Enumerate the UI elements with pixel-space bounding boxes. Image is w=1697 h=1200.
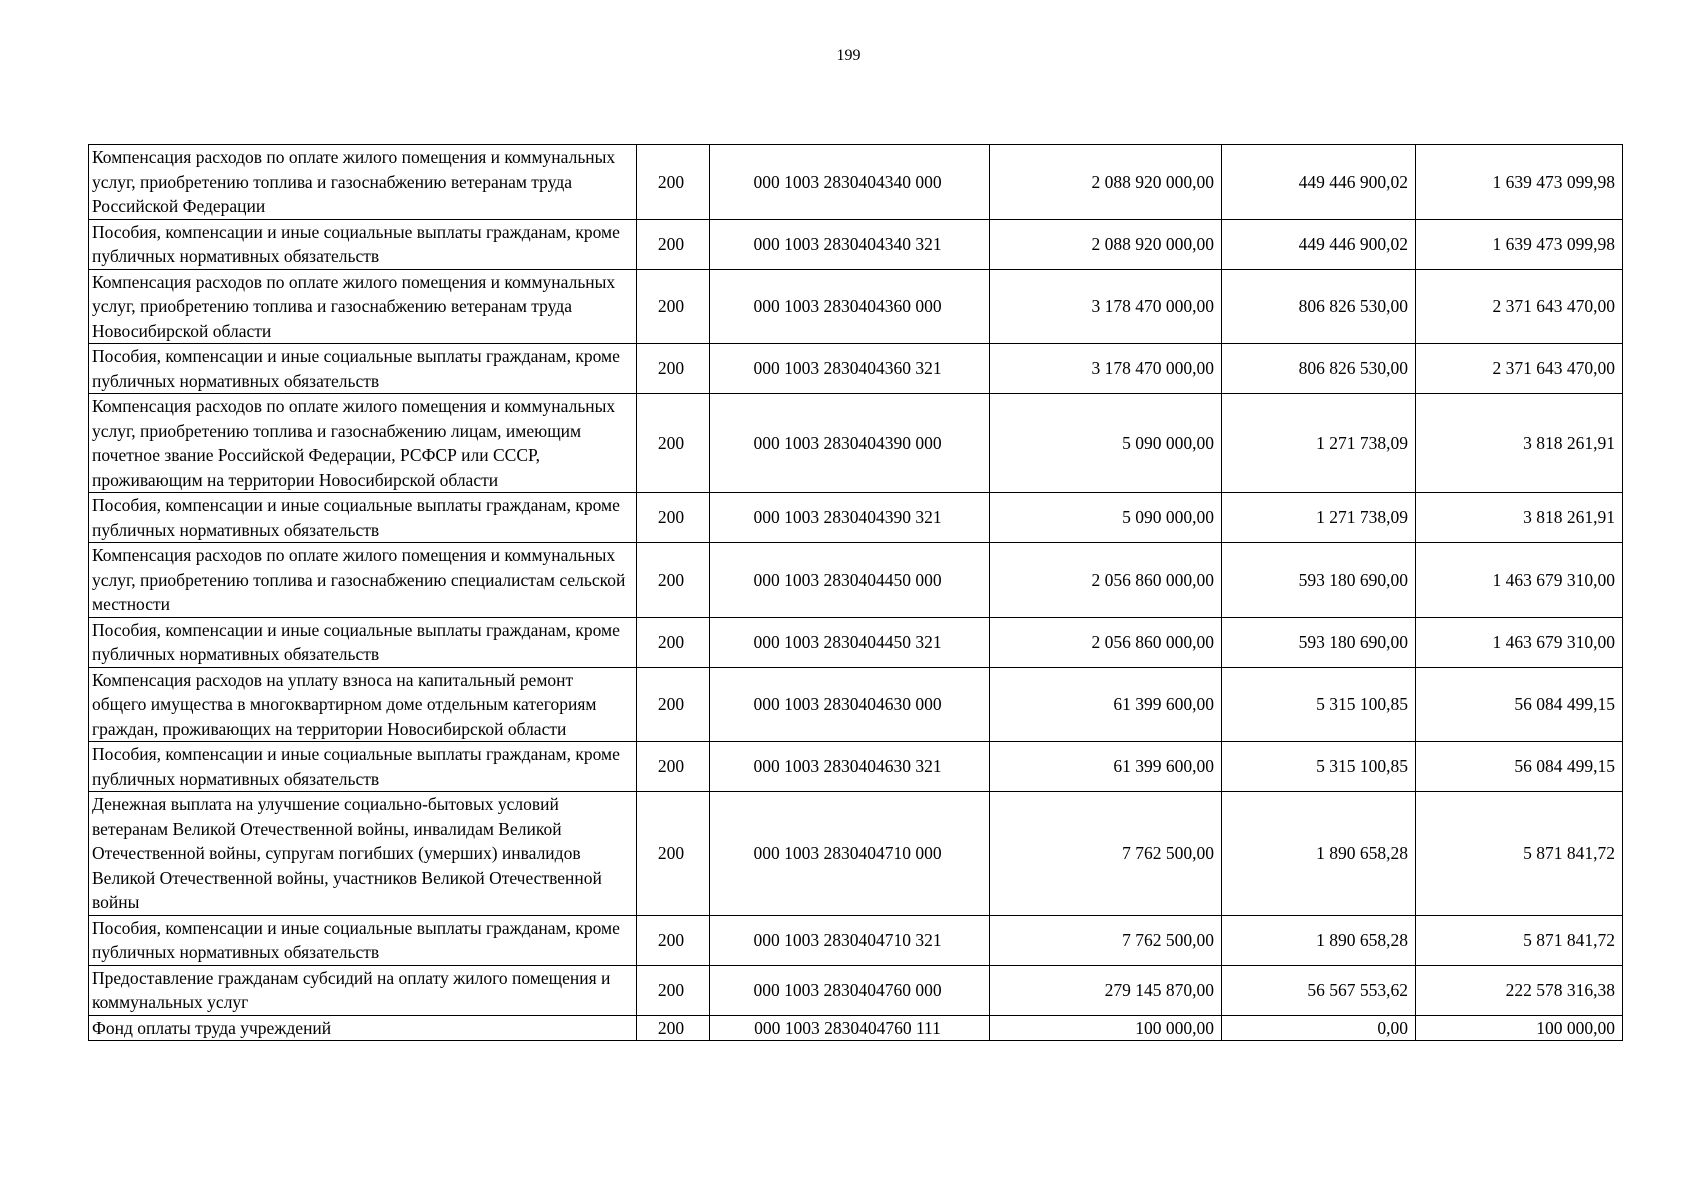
row-name-cell: Компенсация расходов по оплате жилого помещения и коммунальных услуг, приобретению топлива и газоснабжению ветеранам труда Новосибирской области xyxy=(89,269,637,344)
table-row xyxy=(89,742,1623,792)
row-unexecuted-cell: 1 639 473 099,98 xyxy=(1416,145,1623,220)
row-approved-cell: 7 762 500,00 xyxy=(990,792,1222,916)
row-line-code-cell: 200 xyxy=(637,344,710,394)
row-name-cell: Компенсация расходов по оплате жилого помещения и коммунальных услуг, приобретению топлива и газоснабжению лицам, имеющим почетное звание Российской Федерации, РСФСР или СССР, проживающим на территории Новосибирской области xyxy=(89,394,637,493)
row-unexecuted-cell: 3 818 261,91 xyxy=(1416,493,1623,543)
row-name-cell: Пособия, компенсации и иные социальные выплаты гражданам, кроме публичных нормативных обязательств xyxy=(89,344,637,394)
row-executed-cell: 449 446 900,02 xyxy=(1222,219,1416,269)
row-kbk-cell: 000 1003 2830404630 321 xyxy=(710,742,990,792)
row-approved-cell: 279 145 870,00 xyxy=(990,965,1222,1015)
row-approved-cell: 2 088 920 000,00 xyxy=(990,145,1222,220)
row-unexecuted-cell: 1 639 473 099,98 xyxy=(1416,219,1623,269)
page-number: 199 xyxy=(836,47,861,64)
row-name-cell: Фонд оплаты труда учреждений xyxy=(89,1015,637,1041)
row-unexecuted-cell: 100 000,00 xyxy=(1416,1015,1623,1041)
table-row xyxy=(89,792,1623,916)
row-unexecuted-cell: 56 084 499,15 xyxy=(1416,667,1623,742)
table-row xyxy=(89,269,1623,344)
row-name-cell: Пособия, компенсации и иные социальные выплаты гражданам, кроме публичных нормативных обязательств xyxy=(89,493,637,543)
row-name-cell: Пособия, компенсации и иные социальные выплаты гражданам, кроме публичных нормативных обязательств xyxy=(89,915,637,965)
row-executed-cell: 56 567 553,62 xyxy=(1222,965,1416,1015)
row-executed-cell: 806 826 530,00 xyxy=(1222,344,1416,394)
table-row xyxy=(89,493,1623,543)
row-line-code-cell: 200 xyxy=(637,742,710,792)
table-row xyxy=(89,394,1623,493)
row-kbk-cell: 000 1003 2830404340 321 xyxy=(710,219,990,269)
table-row xyxy=(89,219,1623,269)
row-approved-cell: 2 056 860 000,00 xyxy=(990,543,1222,618)
row-executed-cell: 593 180 690,00 xyxy=(1222,543,1416,618)
row-kbk-cell: 000 1003 2830404710 321 xyxy=(710,915,990,965)
row-unexecuted-cell: 2 371 643 470,00 xyxy=(1416,269,1623,344)
row-kbk-cell: 000 1003 2830404390 000 xyxy=(710,394,990,493)
row-executed-cell: 0,00 xyxy=(1222,1015,1416,1041)
row-line-code-cell: 200 xyxy=(637,792,710,916)
row-approved-cell: 3 178 470 000,00 xyxy=(990,344,1222,394)
row-kbk-cell: 000 1003 2830404760 000 xyxy=(710,965,990,1015)
row-kbk-cell: 000 1003 2830404760 111 xyxy=(710,1015,990,1041)
row-approved-cell: 61 399 600,00 xyxy=(990,667,1222,742)
row-approved-cell: 100 000,00 xyxy=(990,1015,1222,1041)
row-unexecuted-cell: 5 871 841,72 xyxy=(1416,915,1623,965)
row-line-code-cell: 200 xyxy=(637,394,710,493)
row-unexecuted-cell: 5 871 841,72 xyxy=(1416,792,1623,916)
row-name-cell: Денежная выплата на улучшение социально-бытовых условий ветеранам Великой Отечественной войны, инвалидам Великой Отечественной войны, супругам погибших (умерших) инвалидов Великой Отечественной войны, участников Великой Отечественной войны xyxy=(89,792,637,916)
table-row xyxy=(89,543,1623,618)
row-unexecuted-cell: 1 463 679 310,00 xyxy=(1416,617,1623,667)
row-kbk-cell: 000 1003 2830404360 321 xyxy=(710,344,990,394)
budget-execution-table xyxy=(88,144,1623,1041)
table-row xyxy=(89,1015,1623,1041)
row-executed-cell: 5 315 100,85 xyxy=(1222,667,1416,742)
row-line-code-cell: 200 xyxy=(637,915,710,965)
row-unexecuted-cell: 2 371 643 470,00 xyxy=(1416,344,1623,394)
row-line-code-cell: 200 xyxy=(637,269,710,344)
row-name-cell: Пособия, компенсации и иные социальные выплаты гражданам, кроме публичных нормативных обязательств xyxy=(89,742,637,792)
row-kbk-cell: 000 1003 2830404450 321 xyxy=(710,617,990,667)
row-line-code-cell: 200 xyxy=(637,145,710,220)
table-row xyxy=(89,617,1623,667)
row-executed-cell: 449 446 900,02 xyxy=(1222,145,1416,220)
table-row xyxy=(89,145,1623,220)
row-name-cell: Компенсация расходов по оплате жилого помещения и коммунальных услуг, приобретению топлива и газоснабжению специалистам сельской местности xyxy=(89,543,637,618)
row-kbk-cell: 000 1003 2830404390 321 xyxy=(710,493,990,543)
row-line-code-cell: 200 xyxy=(637,1015,710,1041)
row-unexecuted-cell: 1 463 679 310,00 xyxy=(1416,543,1623,618)
table-row xyxy=(89,344,1623,394)
row-name-cell: Предоставление гражданам субсидий на оплату жилого помещения и коммунальных услуг xyxy=(89,965,637,1015)
row-kbk-cell: 000 1003 2830404340 000 xyxy=(710,145,990,220)
row-approved-cell: 2 088 920 000,00 xyxy=(990,219,1222,269)
row-executed-cell: 1 890 658,28 xyxy=(1222,915,1416,965)
row-line-code-cell: 200 xyxy=(637,617,710,667)
row-executed-cell: 1 271 738,09 xyxy=(1222,394,1416,493)
row-approved-cell: 2 056 860 000,00 xyxy=(990,617,1222,667)
row-name-cell: Пособия, компенсации и иные социальные выплаты гражданам, кроме публичных нормативных обязательств xyxy=(89,219,637,269)
row-line-code-cell: 200 xyxy=(637,965,710,1015)
row-approved-cell: 7 762 500,00 xyxy=(990,915,1222,965)
row-line-code-cell: 200 xyxy=(637,219,710,269)
row-approved-cell: 3 178 470 000,00 xyxy=(990,269,1222,344)
row-executed-cell: 806 826 530,00 xyxy=(1222,269,1416,344)
row-line-code-cell: 200 xyxy=(637,543,710,618)
row-approved-cell: 61 399 600,00 xyxy=(990,742,1222,792)
row-kbk-cell: 000 1003 2830404450 000 xyxy=(710,543,990,618)
row-kbk-cell: 000 1003 2830404710 000 xyxy=(710,792,990,916)
row-name-cell: Пособия, компенсации и иные социальные выплаты гражданам, кроме публичных нормативных обязательств xyxy=(89,617,637,667)
row-unexecuted-cell: 222 578 316,38 xyxy=(1416,965,1623,1015)
row-executed-cell: 593 180 690,00 xyxy=(1222,617,1416,667)
row-line-code-cell: 200 xyxy=(637,667,710,742)
row-kbk-cell: 000 1003 2830404360 000 xyxy=(710,269,990,344)
row-approved-cell: 5 090 000,00 xyxy=(990,394,1222,493)
row-kbk-cell: 000 1003 2830404630 000 xyxy=(710,667,990,742)
row-executed-cell: 5 315 100,85 xyxy=(1222,742,1416,792)
row-name-cell: Компенсация расходов на уплату взноса на капитальный ремонт общего имущества в многоквартирном доме отдельным категориям граждан, проживающих на территории Новосибирской области xyxy=(89,667,637,742)
table-body xyxy=(89,145,1623,1041)
row-line-code-cell: 200 xyxy=(637,493,710,543)
table-row xyxy=(89,667,1623,742)
row-executed-cell: 1 890 658,28 xyxy=(1222,792,1416,916)
row-approved-cell: 5 090 000,00 xyxy=(990,493,1222,543)
row-unexecuted-cell: 3 818 261,91 xyxy=(1416,394,1623,493)
table-row xyxy=(89,915,1623,965)
table-row xyxy=(89,965,1623,1015)
row-name-cell: Компенсация расходов по оплате жилого помещения и коммунальных услуг, приобретению топлива и газоснабжению ветеранам труда Российской Федерации xyxy=(89,145,637,220)
row-executed-cell: 1 271 738,09 xyxy=(1222,493,1416,543)
row-unexecuted-cell: 56 084 499,15 xyxy=(1416,742,1623,792)
